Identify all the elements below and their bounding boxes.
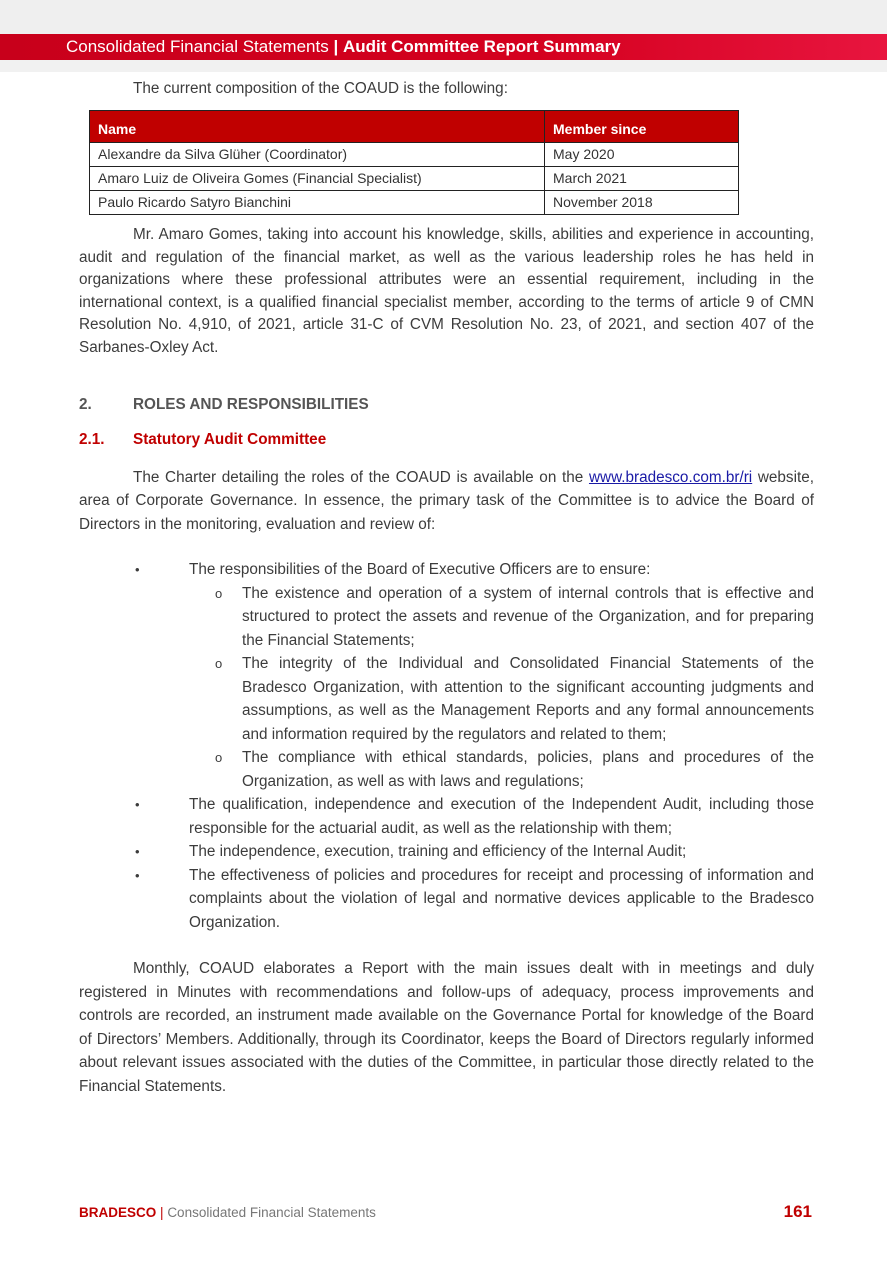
bradesco-ri-link[interactable]: www.bradesco.com.br/ri	[588, 468, 753, 486]
footer-separator: |	[160, 1205, 164, 1220]
responsibilities-list	[79, 558, 814, 934]
table-header-name: Name	[90, 111, 545, 143]
bullet-icon: •	[135, 867, 140, 883]
list-item	[79, 864, 814, 935]
list-item	[79, 793, 814, 840]
footer-brand: BRADESCO	[79, 1205, 157, 1220]
intro-paragraph: The current composition of the COAUD is the following:	[133, 80, 508, 97]
monthly-report-paragraph: Monthly, COAUD elaborates a Report with the main issues dealt with in meetings and duly registered in Minutes with recommendations and follow-ups of adequacy, process improvements and controls are recorded, an instrument made available on the Governance Portal for knowledge of the Board of Directors’ Members. Additionally, through its Coordinator, keeps the Board of Directors regularly informed about relevant issues associated with the duties of the Committee, in particular those directly related to the Financial Statements.	[79, 960, 814, 1095]
sub-list-item-text: The integrity of the Individual and Consolidated Financial Statements of the Bradesco Organization, with attention to the significant accounting judgments and assumptions, as well as the Management Reports and any formal announcements and information required by the regulators and related to them;	[242, 655, 814, 743]
subsection-number: 2.1.	[79, 430, 105, 448]
list-item-text: The responsibilities of the Board of Executive Officers are to ensure:	[189, 561, 651, 579]
bullet-icon: •	[135, 797, 140, 813]
list-item-text: The independence, execution, training and efficiency of the Internal Audit;	[189, 843, 687, 861]
page-content	[79, 78, 814, 1098]
sub-list-item-text: The existence and operation of a system of internal controls that is effective and structured to protect the assets and revenue of the Organization, and for preparing the Financial Statements;	[242, 584, 814, 649]
table-cell-date: March 2021	[545, 167, 739, 191]
list-item-text: The effectiveness of policies and procedures for receipt and processing of information and complaints about the violation of legal and normative devices applicable to the Bradesco Organization.	[189, 866, 814, 931]
charter-text-start: The Charter detailing the roles of the COAUD is available on the	[133, 468, 584, 486]
table-cell-date: May 2020	[545, 143, 739, 167]
table-header-row	[90, 111, 739, 143]
specialist-paragraph: Mr. Amaro Gomes, taking into account his knowledge, skills, abilities and experience in accounting, audit and regulation of the financial market, as well as the various leadership roles he has held in organizations where these professional attributes were an essential requirement, including in the international context, is a qualified financial specialist member, according to the terms of article 9 of CMN Resolution No. 4,910, of 2021, article 31-C of CVM Resolution No. 23, of 2021, and section 407 of the Sarbanes-Oxley Act.	[79, 226, 814, 356]
section-number: 2.	[79, 395, 92, 413]
sub-list	[189, 582, 814, 794]
sub-list-item	[189, 746, 814, 793]
table-cell-name: Alexandre da Silva Glüher (Coordinator)	[90, 143, 545, 167]
page-footer	[79, 1202, 814, 1225]
page-number: 161	[783, 1202, 812, 1221]
circle-bullet-icon: o	[215, 585, 223, 601]
subsection-heading	[79, 431, 814, 449]
top-strip	[0, 0, 887, 34]
list-item	[79, 558, 814, 793]
header-title: Consolidated Financial Statements	[66, 37, 329, 56]
list-item-text: The qualification, independence and execution of the Independent Audit, including those responsible for the actuarial audit, as well as the relationship with them;	[189, 796, 814, 837]
sub-list-item	[189, 652, 814, 746]
members-table	[89, 110, 739, 215]
sub-list-item-text: The compliance with ethical standards, policies, plans and procedures of the Organization, as well as with laws and regulations;	[242, 749, 814, 790]
bullet-icon: •	[135, 562, 140, 578]
table-header-member-since: Member since	[545, 111, 739, 143]
circle-bullet-icon: o	[215, 750, 223, 766]
subsection-title: Statutory Audit Committee	[133, 430, 327, 448]
header-banner	[0, 34, 887, 60]
table-row	[90, 143, 739, 167]
bullet-icon: •	[135, 844, 140, 860]
table-cell-name: Amaro Luiz de Oliveira Gomes (Financial Specialist)	[90, 167, 545, 191]
header-separator: |	[333, 37, 339, 56]
table-row	[90, 191, 739, 215]
header-underline	[0, 60, 887, 72]
list-item	[79, 840, 814, 864]
table-cell-date: November 2018	[545, 191, 739, 215]
table-row	[90, 167, 739, 191]
section-heading	[79, 396, 814, 414]
table-cell-name: Paulo Ricardo Satyro Bianchini	[90, 191, 545, 215]
sub-list-item	[189, 582, 814, 653]
circle-bullet-icon: o	[215, 656, 223, 672]
section-title: ROLES AND RESPONSIBILITIES	[133, 395, 369, 413]
header-subtitle: Audit Committee Report Summary	[342, 37, 621, 56]
charter-text-end: website, area of Corporate Governance. In essence, the primary task of the Committee is to advice the Board of Directors in the monitoring, evaluation and review of:	[79, 468, 814, 533]
footer-text: Consolidated Financial Statements	[167, 1205, 376, 1220]
charter-paragraph	[79, 466, 814, 537]
